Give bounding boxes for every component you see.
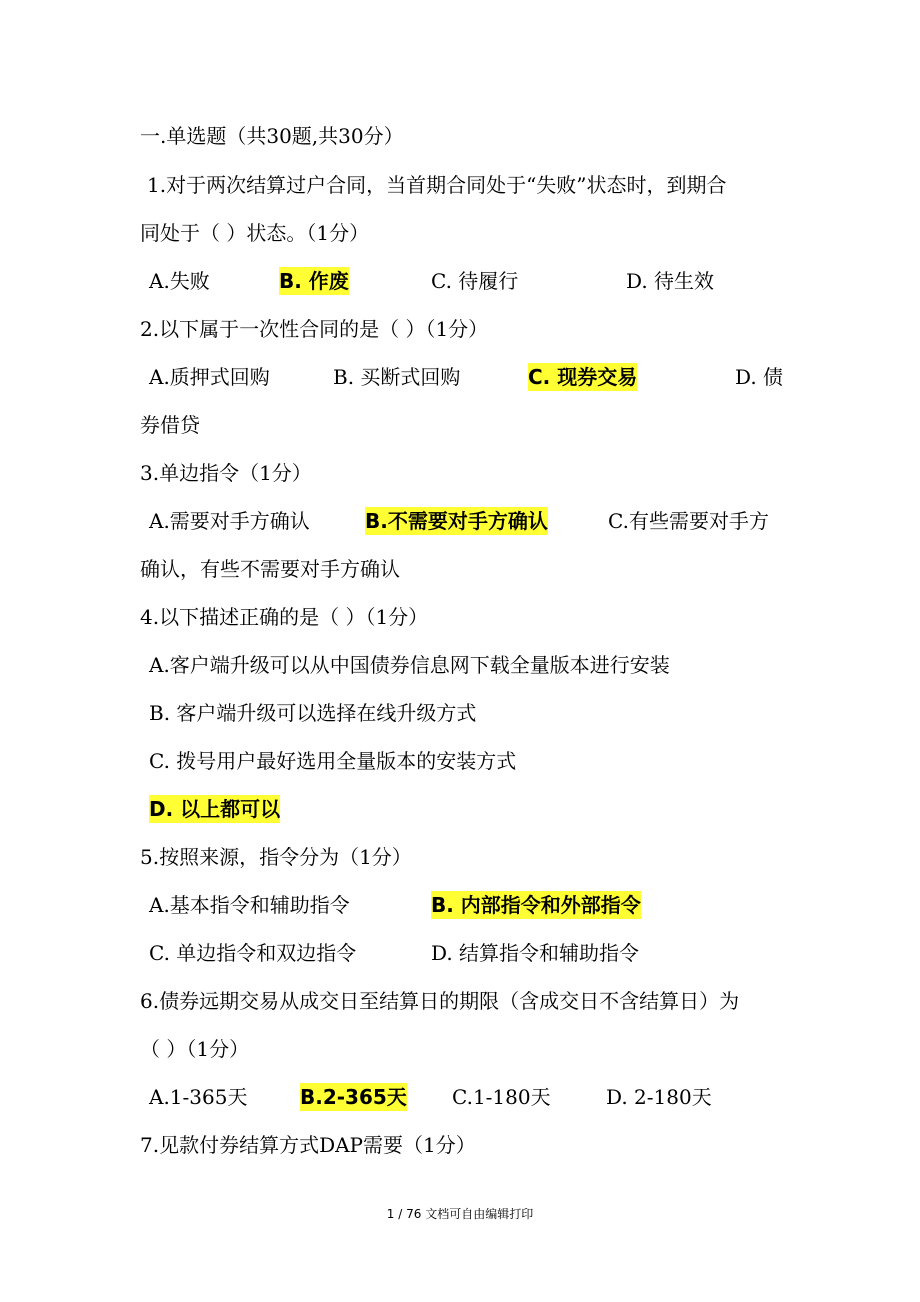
q3-option-b-answer: B.不需要对手方确认 [365,509,548,533]
q4-option-a: A.客户端升级可以从中国债券信息网下载全量版本进行安装 [149,653,670,677]
q1-option-a: A.失败 [149,269,210,293]
q1-option-b-answer: B. 作废 [279,269,349,293]
q3-option-c: C.有些需要对手方 [608,509,769,533]
q2-option-c-answer: C. 现券交易 [528,365,638,389]
q4-option-b: B. 客户端升级可以选择在线升级方式 [149,701,477,725]
question-6-stem-cont: （ ）（1分） [140,1037,250,1061]
q2-option-d-cont: 券借贷 [140,413,200,437]
question-7-stem: 7.见款付券结算方式DAP需要（1分） [140,1133,476,1157]
question-1-stem-cont: 同处于（ ）状态。（1分） [140,221,370,245]
question-4-stem: 4.以下描述正确的是（ ）（1分） [140,605,429,629]
q4-option-c: C. 拨号用户最好选用全量版本的安装方式 [149,749,517,773]
q6-option-c: C.1-180天 [452,1085,551,1109]
question-5-stem: 5.按照来源，指令分为（1分） [140,845,412,869]
q1-option-c: C. 待履行 [431,269,519,293]
q4-option-d-answer: D. 以上都可以 [149,797,281,821]
question-2-stem: 2.以下属于一次性合同的是（ ）（1分） [140,317,489,341]
q5-option-c: C. 单边指令和双边指令 [149,941,357,965]
q3-option-a: A.需要对手方确认 [149,509,310,533]
q3-option-c-cont: 确认，有些不需要对手方确认 [140,557,400,581]
q1-option-d: D. 待生效 [626,269,715,293]
q2-option-d: D. 债 [735,365,784,389]
q2-option-b: B. 买断式回购 [333,365,461,389]
q5-option-d: D. 结算指令和辅助指令 [431,941,640,965]
q6-option-a: A.1-365天 [149,1085,248,1109]
question-1-stem: 1.对于两次结算过户合同，当首期合同处于“失败”状态时，到期合 [147,173,727,197]
question-3-stem: 3.单边指令（1分） [140,461,312,485]
q6-option-b-answer: B.2-365天 [300,1085,407,1109]
q6-option-d: D. 2-180天 [606,1085,712,1109]
page-footer: 1 / 76 文档可自由编辑打印 [386,1207,534,1221]
question-6-stem: 6.债券远期交易从成交日至结算日的期限（含成交日不含结算日）为 [140,989,740,1013]
q5-option-b-answer: B. 内部指令和外部指令 [431,893,641,917]
q2-option-a: A.质押式回购 [149,365,270,389]
section-title: 一.单选题（共30题,共30分） [140,124,404,148]
q5-option-a: A.基本指令和辅助指令 [149,893,350,917]
